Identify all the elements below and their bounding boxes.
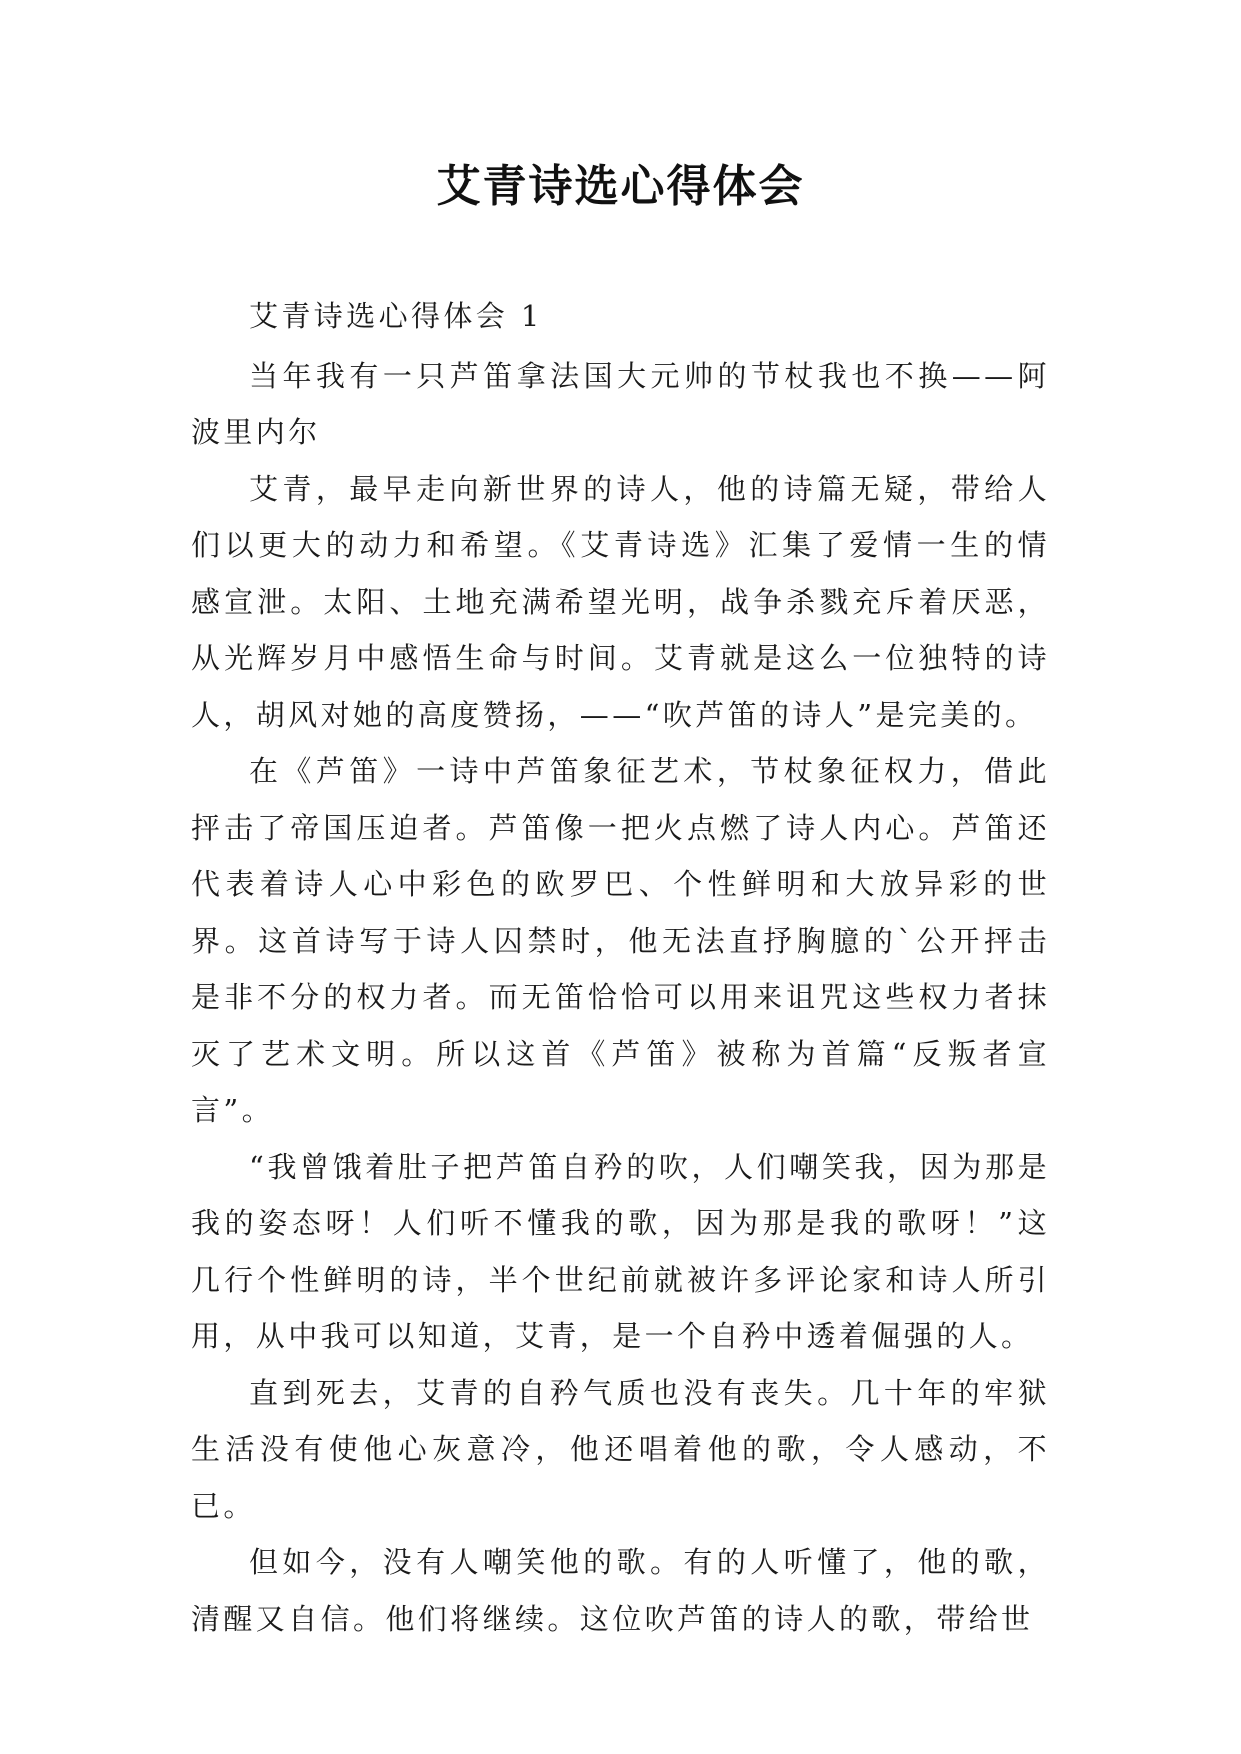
paragraph: 在《芦笛》一诗中芦笛象征艺术，节杖象征权力，借此抨击了帝国压迫者。芦笛像一把火点燃了诗人内心。芦笛还代表着诗人心中彩色的欧罗巴、个性鲜明和大放异彩的世界。这首诗写于诗人囚禁时，他无法直抒胸臆的`公开抨击是非不分的权力者。而无笛恰恰可以用来诅咒这些权力者抹灭了艺术文明。所以这首《芦笛》被称为首篇“反叛者宣言”。: [191, 754, 1050, 1127]
document-body: [191, 288, 1050, 1647]
document-title: 艾青诗选心得体会: [436, 161, 805, 212]
paragraph: 艾青，最早走向新世界的诗人，他的诗篇无疑，带给人们以更大的动力和希望。《艾青诗选》汇集了爱情一生的情感宣泄。太阳、土地充满希望光明，战争杀戮充斥着厌恶，从光辉岁月中感悟生命与时间。艾青就是这么一位独特的诗人，胡风对她的高度赞扬，——“吹芦笛的诗人”是完美的。: [191, 471, 1050, 732]
paragraph-epigraph: 当年我有一只芦笛拿法国大元帅的节杖我也不换——阿波里内尔: [191, 358, 1050, 449]
paragraph: 但如今，没有人嘲笑他的歌。有的人听懂了，他的歌，清醒又自信。他们将继续。这位吹芦笛的诗人的歌，带给世: [191, 1545, 1050, 1636]
paragraph: “我曾饿着肚子把芦笛自矜的吹，人们嘲笑我，因为那是我的姿态呀！人们听不懂我的歌，因为那是我的歌呀！”这几行个性鲜明的诗，半个世纪前就被许多评论家和诗人所引用，从中我可以知道，艾青，是一个自矜中透着倔强的人。: [191, 1149, 1050, 1353]
paragraph: 直到死去，艾青的自矜气质也没有丧失。几十年的牢狱生活没有使他心灰意冷，他还唱着他的歌，令人感动，不已。: [191, 1375, 1050, 1523]
paragraph-heading: 艾青诗选心得体会 1: [249, 299, 543, 333]
